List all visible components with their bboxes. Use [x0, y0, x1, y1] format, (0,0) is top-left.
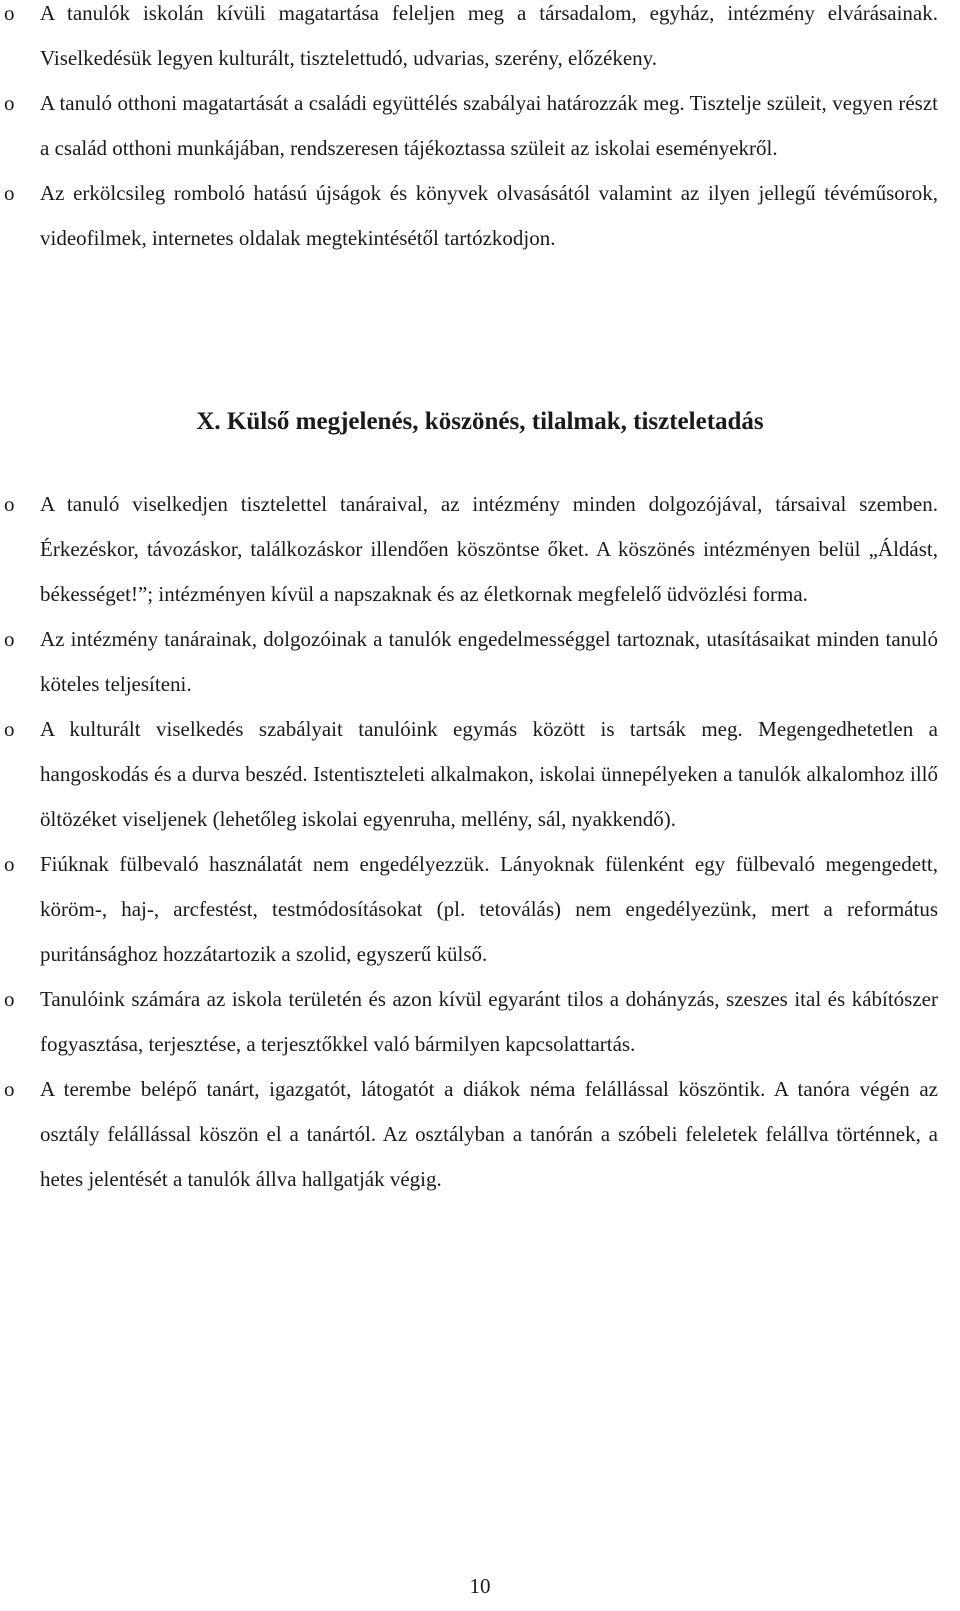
list-item — [0, 81, 960, 171]
bullet: o — [4, 1, 15, 25]
page-number: 10 — [469, 1574, 491, 1598]
bullet: o — [4, 717, 15, 741]
list-item-text: A tanulók iskolán kívüli magatartása feleljen meg a társadalom, egyház, intézmény elvárásainak. Viselkedésük legyen kulturált, tisztelettudó, udvarias, szerény, előzékeny. — [40, 1, 938, 70]
list-item — [0, 842, 960, 977]
conduct-list-top — [0, 0, 960, 261]
bullet: o — [4, 987, 15, 1011]
bullet: o — [4, 181, 15, 205]
list-item-text: A terembe belépő tanárt, igazgatót, látogatót a diákok néma felállással köszöntik. A tanóra végén az osztály felállással köszön el a tanártól. Az osztályban a tanórán a szóbeli feleletek felállva történnek, a hetes jelentését a tanulók állva hallgatják végig. — [40, 1077, 938, 1191]
list-item — [0, 1067, 960, 1202]
list-item — [0, 0, 960, 81]
list-item-text: A tanuló viselkedjen tisztelettel tanáraival, az intézmény minden dolgozójával, társaival szemben. Érkezéskor, távozáskor, találkozáskor illendően köszöntse őket. A köszönés intézményen belül „Áldást, békességet!”; intézményen kívül a napszaknak és az életkornak megfelelő üdvözlési forma. — [40, 492, 938, 606]
list-item — [0, 707, 960, 842]
list-item-text: Az erkölcsileg romboló hatású újságok és könyvek olvasásától valamint az ilyen jellegű tévéműsorok, videofilmek, internetes oldalak megtekintésétől tartózkodjon. — [40, 181, 938, 250]
list-item — [0, 171, 960, 261]
bullet: o — [4, 852, 15, 876]
list-item — [0, 617, 960, 707]
list-item-text: A tanuló otthoni magatartását a családi együttélés szabályai határozzák meg. Tisztelje szüleit, vegyen részt a család otthoni munkájában, rendszeresen tájékoztassa szüleit az iskolai eseményekről. — [40, 91, 938, 160]
bullet: o — [4, 627, 15, 651]
bullet: o — [4, 1077, 15, 1101]
list-item — [0, 977, 960, 1067]
conduct-list-bottom — [0, 482, 960, 1202]
list-item-text: Az intézmény tanárainak, dolgozóinak a tanulók engedelmességgel tartoznak, utasításaikat minden tanuló köteles teljesíteni. — [40, 627, 938, 696]
bullet: o — [4, 492, 15, 516]
section-heading: X. Külső megjelenés, köszönés, tilalmak, tiszteletadás — [196, 408, 764, 435]
list-item-text: Fiúknak fülbevaló használatát nem engedélyezzük. Lányoknak fülenként egy fülbevaló megengedett, köröm-, haj-, arcfestést, testmódosításokat (pl. tetoválás) nem engedélyezünk, mert a református puritánsághoz hozzátartozik a szolid, egyszerű külső. — [40, 852, 938, 966]
list-item — [0, 482, 960, 617]
bullet: o — [4, 91, 15, 115]
list-item-text: Tanulóink számára az iskola területén és azon kívül egyaránt tilos a dohányzás, szeszes ital és kábítószer fogyasztása, terjesztése, a terjesztőkkel való bármilyen kapcsolattartás. — [40, 987, 938, 1056]
list-item-text: A kulturált viselkedés szabályait tanulóink egymás között is tartsák meg. Megengedhetetlen a hangoskodás és a durva beszéd. Istentiszteleti alkalmakon, iskolai ünnepélyeken a tanulók alkalomhoz illő öltözéket viseljenek (lehetőleg iskolai egyenruha, mellény, sál, nyakkendő). — [40, 717, 938, 831]
